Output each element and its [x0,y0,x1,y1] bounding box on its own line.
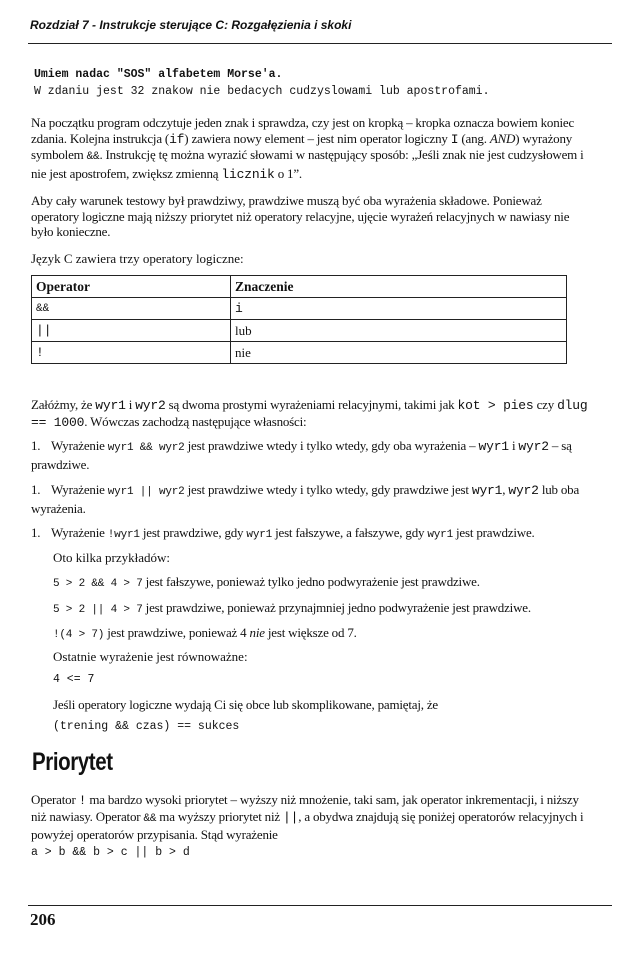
example-3: !(4 > 7) jest prawdziwe, ponieważ 4 nie jest większe od 7. [53,625,357,641]
table-row [32,320,567,342]
tip-text: Jeśli operatory logiczne wydają Ci się obce lub skomplikowane, pamiętaj, że [53,697,438,712]
output-line-2: W zdaniu jest 32 znakow nie bedacych cudzyslowami lub apostrofami. [34,85,490,98]
example-1: 5 > 2 && 4 > 7 jest fałszywe, ponieważ tylko jedno podwyrażenie jest prawdziwe. [53,574,480,590]
page-number: 206 [30,910,56,929]
operator-cell: ! [32,342,231,364]
table-row [32,342,567,364]
list-item: 1. Wyrażenie wyr1 && wyr2 jest prawdziwe wtedy i tylko wtedy, gdy oba wyrażenia – wyr1 i wyr2 – są prawdziwe. [31,438,572,472]
logical-operators-table [31,275,567,364]
paragraph-priority: Operator ! ma bardzo wysoki priorytet – wyższy niż mnożenie, taki sam, jak operator inkrementacji, i niższy niż nawiasy. Operator && ma wyższy priorytet niż ||, a obydwa znajdują się poniżej operatorów relacyjnych i powyżej operatorów przypisania. Stąd wyrażenie [31,792,584,842]
meaning-cell: lub [231,320,567,342]
column-header-meaning: Znaczenie [231,276,567,298]
operator-cell: && [32,298,231,320]
tip-code: (trening && czas) == sukces [53,720,240,733]
section-heading: Priorytet [32,748,113,776]
paragraph-operators-intro: Język C zawiera trzy operatory logiczne: [31,251,244,266]
output-line-1: Umiem nadac "SOS" alfabetem Morse'a. [34,68,283,81]
examples-intro: Oto kilka przykładów: [53,550,170,565]
operator-cell: || [32,320,231,342]
table-header-row [32,276,567,298]
table-row [32,298,567,320]
list-item: 1. Wyrażenie wyr1 || wyr2 jest prawdziwe wtedy i tylko wtedy, gdy prawdziwe jest wyr1, wyr2 lub oba wyrażenia. [31,482,580,516]
column-header-operator: Operator [32,276,231,298]
header-divider [28,43,612,44]
equivalent-intro: Ostatnie wyrażenie jest równoważne: [53,649,248,664]
priority-code: a > b && b > c || b > d [31,846,190,859]
paragraph-intro: Na początku program odczytuje jeden znak i sprawdza, czy jest on kropką – kropka oznacza bowiem koniec zdania. Kolejna instrukcja (if) zawiera nowy element – jest nim operator logiczny I (ang. AND) wyrażony symbolem &&. Instrukcję tę można wyrazić słowami w następujący sposób: „Jeśli znak nie jest cudzysłowem i nie jest apostrofem, zwiększ zmienną licznik o 1”. [31,115,584,182]
equivalent-code: 4 <= 7 [53,673,95,686]
meaning-cell: i [231,298,567,320]
meaning-cell: nie [231,342,567,364]
paragraph-assumption: Załóżmy, że wyr1 i wyr2 są dwoma prostymi wyrażeniami relacyjnymi, takimi jak kot > pies czy dlug == 1000. Wówczas zachodzą następujące własności: [31,397,588,430]
footer-divider [28,905,612,906]
example-2: 5 > 2 || 4 > 7 jest prawdziwe, ponieważ przynajmniej jedno podwyrażenie jest prawdziwe. [53,600,531,616]
list-item: 1. Wyrażenie !wyr1 jest prawdziwe, gdy wyr1 jest fałszywe, a fałszywe, gdy wyr1 jest prawdziwe. [31,525,535,541]
running-header: Rozdział 7 - Instrukcje sterujące C: Rozgałęzienia i skoki [30,18,352,32]
paragraph-condition: Aby cały warunek testowy był prawdziwy, prawdziwe muszą być oba wyrażenia składowe. Ponieważ operatory logiczne mają niższy priorytet niż operatory relacyjne, ujęcie wyrażeń relacyjnych w nawiasy nie było konieczne. [31,193,570,239]
